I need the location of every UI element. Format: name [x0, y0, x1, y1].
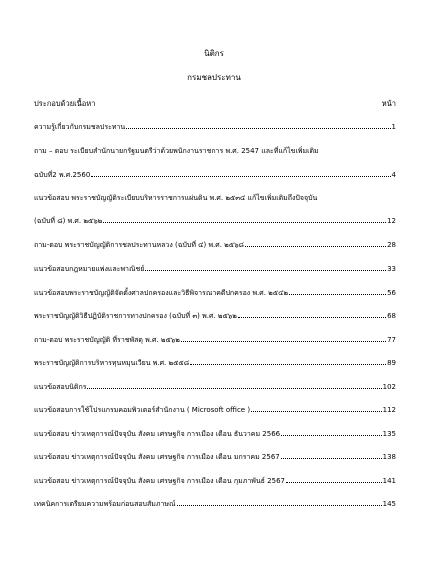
toc-entry-text: แนวข้อสอบ ข่าวเหตุการณ์ปัจจุบัน สังคม เศรษฐกิจ การเมือง เดือน กุมภาพันธ์ 2567 [34, 477, 285, 485]
toc-entry-page: 68 [387, 312, 396, 320]
leader-dots [281, 458, 382, 459]
toc-entry-text: พระราชบัญญัติวิธีปฏิบัติราชการทางปกครอง (ฉบับที่ ๓) พ.ศ. ๒๕๖๒ [34, 312, 237, 320]
toc-entry-page: 112 [382, 406, 396, 414]
toc-entry-text: แนวข้อสอบการใช้โปรแกรมคอมพิวเตอร์สำนักงาน ( Microsoft office ) [34, 406, 251, 414]
leader-dots [103, 222, 386, 223]
toc-entry[interactable] [34, 146, 396, 157]
toc-entry[interactable] [34, 335, 396, 346]
toc-entry-page: 138 [382, 453, 396, 461]
toc-entry-text: แนวข้อสอบ พระราชบัญญัติระเบียบบริหารราชการแผ่นดิน พ.ศ. ๒๕๓๔ แก้ไขเพิ่มเติมถึงปัจจุบัน [34, 194, 318, 202]
toc-entry[interactable] [34, 429, 396, 440]
toc-entry-text: พระราชบัญญัติการบริหารทุนหมุนเวียน พ.ศ. ๒๕๕๘ [34, 359, 190, 367]
leader-dots [281, 435, 382, 436]
toc-entry-text: ความรู้เกี่ยวกับกรมชลประทาน [34, 123, 126, 131]
leader-dots [190, 364, 386, 365]
toc-entry[interactable] [34, 476, 396, 487]
toc-entry[interactable] [34, 499, 396, 510]
toc-entry-page: 1 [391, 123, 396, 131]
toc-entry-page: 77 [387, 336, 396, 344]
toc-entry-text: ถาม-ตอบ พระราชบัญญัติ ที่ราชพัสดุ พ.ศ. ๒๕๖๒ [34, 336, 180, 344]
toc-entry-page: 12 [387, 217, 396, 225]
toc-entry-text: แนวข้อสอบ ข่าวเหตุการณ์ปัจจุบัน สังคม เศรษฐกิจ การเมือง เดือน มกราคม 2567 [34, 453, 280, 461]
toc-entry-page: 28 [387, 241, 396, 249]
leader-dots [251, 411, 382, 412]
toc-entry-page: 4 [391, 171, 396, 179]
toc-entry-text: ถาม-ตอบ พระราชบัญญัติการชลประทานหลวง (ฉบับที่ ๔) พ.ศ. ๒๕๖๘ [34, 241, 244, 249]
toc-header-page-label: หน้า [381, 99, 396, 108]
toc-entry-text: แนวข้อสอบกฎหมายแพ่งและพาณิชย์ [34, 265, 145, 273]
toc-entry-text: เทคนิคการเตรียมความพร้อมก่อนสอบสัมภาษณ์ [34, 500, 176, 508]
toc-entry-page: 135 [382, 430, 396, 438]
toc-header-label: ประกอบด้วยเนื้อหา [34, 99, 96, 108]
leader-dots [245, 246, 386, 247]
toc-entry[interactable] [34, 452, 396, 463]
leader-dots [181, 341, 386, 342]
leader-dots [126, 128, 390, 129]
leader-dots [289, 294, 386, 295]
leader-dots [145, 270, 386, 271]
toc-entry-text: ถาม – ตอบ ระเบียบสำนักนายกรัฐมนตรีว่าด้วยพนักงานราชการ พ.ศ. 2547 และที่แก้ไขเพิ่มเติม [34, 147, 319, 155]
toc-entry-page: 102 [382, 383, 396, 391]
toc-entry-text: แนวข้อสอบ ข่าวเหตุการณ์ปัจจุบัน สังคม เศรษฐกิจ การเมือง เดือน ธันวาคม 2566 [34, 430, 281, 438]
toc-entry-text-cont: ฉบับที่2 พ.ศ.2560 [34, 171, 91, 179]
toc-entry[interactable] [34, 382, 396, 393]
page-subtitle: กรมชลประทาน [187, 73, 241, 82]
toc-entry-continuation[interactable] [34, 170, 396, 181]
toc-entry-page: 145 [382, 500, 396, 508]
leader-dots [87, 388, 381, 389]
leader-dots [91, 176, 390, 177]
toc-entry-text-cont: (ฉบับที่ ๘) พ.ศ. ๒๕๖๒ [34, 217, 103, 225]
leader-dots [177, 505, 382, 506]
toc-entry-page: 33 [387, 265, 396, 273]
toc-entry-continuation[interactable] [34, 216, 396, 227]
toc-entry[interactable] [34, 405, 396, 416]
toc-entry[interactable] [34, 240, 396, 251]
toc-header [34, 98, 396, 110]
toc-entry[interactable] [34, 288, 396, 299]
leader-dots [238, 317, 386, 318]
toc-entry[interactable] [34, 311, 396, 322]
toc-entry[interactable] [34, 358, 396, 369]
page-title: นิติกร [204, 49, 224, 58]
toc-entry-text: แนวข้อสอบพระราชบัญญัติจัดตั้งศาลปกครองและวิธีพิจารณาคดีปกครอง พ.ศ. ๒๕๔๒ [34, 289, 289, 297]
leader-dots [286, 482, 382, 483]
toc-entry-page: 141 [382, 477, 396, 485]
toc-entry[interactable] [34, 264, 396, 275]
toc-entry-page: 89 [387, 359, 396, 367]
toc-entry[interactable] [34, 193, 396, 204]
toc-entry[interactable] [34, 122, 396, 133]
toc-entry-page: 56 [387, 289, 396, 297]
toc-entry-text: แนวข้อสอบนิติกร [34, 383, 87, 391]
